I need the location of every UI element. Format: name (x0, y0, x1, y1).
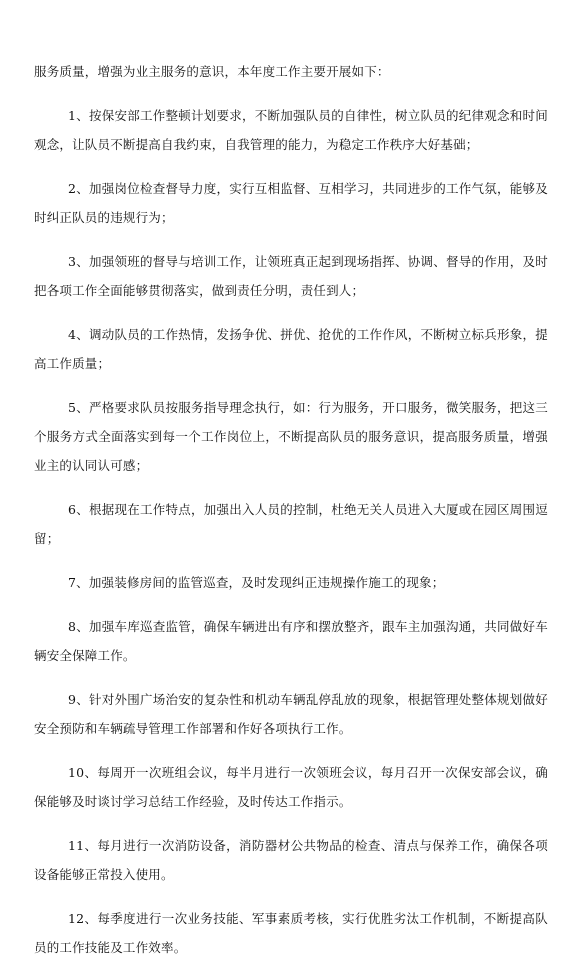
intro-paragraph: 服务质量，增强为业主服务的意识，本年度工作主要开展如下： (34, 64, 390, 79)
work-item-1: 1、按保安部工作整顿计划要求，不断加强队员的自律性，树立队员的纪律观念和时间观念，让队员不断提高自我约束，自我管理的能力，为稳定工作秩序大好基础； (34, 108, 548, 152)
work-item-9: 9、针对外围广场治安的复杂性和机动车辆乱停乱放的现象，根据管理处整体规划做好安全预防和车辆疏导管理工作部署和作好各项执行工作。 (34, 692, 548, 736)
work-item-7: 7、加强装修房间的监管巡查，及时发现纠正违规操作施工的现象； (68, 575, 445, 590)
work-item-11: 11、每月进行一次消防设备，消防器材公共物品的检查、清点与保养工作，确保各项设备能够正常投入使用。 (34, 838, 548, 882)
work-item-8: 8、加强车库巡查监管，确保车辆进出有序和摆放整齐，跟车主加强沟通，共同做好车辆安全保障工作。 (34, 619, 548, 663)
work-item-6: 6、根据现在工作特点，加强出入人员的控制，杜绝无关人员进入大厦或在园区周围逗留； (34, 502, 548, 546)
work-item-2: 2、加强岗位检查督导力度，实行互相监督、互相学习，共同进步的工作气氛，能够及时纠正队员的违规行为； (34, 181, 548, 225)
work-item-4: 4、调动队员的工作热情，发扬争优、拼优、抢优的工作作风，不断树立标兵形象，提高工作质量； (34, 327, 548, 371)
work-item-5: 5、严格要求队员按服务指导理念执行，如：行为服务，开口服务，微笑服务，把这三个服务方式全面落实到每一个工作岗位上，不断提高队员的服务意识，提高服务质量，增强业主的认同认可感； (34, 400, 548, 473)
document-body (34, 57, 548, 977)
work-item-12: 12、每季度进行一次业务技能、军事素质考核，实行优胜劣汰工作机制，不断提高队员的工作技能及工作效率。 (34, 911, 548, 955)
work-item-10: 10、每周开一次班组会议，每半月进行一次领班会议，每月召开一次保安部会议，确保能够及时谈讨学习总结工作经验，及时传达工作指示。 (34, 765, 548, 809)
work-item-3: 3、加强领班的督导与培训工作，让领班真正起到现场指挥、协调、督导的作用，及时把各项工作全面能够贯彻落实，做到责任分明，责任到人； (34, 254, 548, 298)
